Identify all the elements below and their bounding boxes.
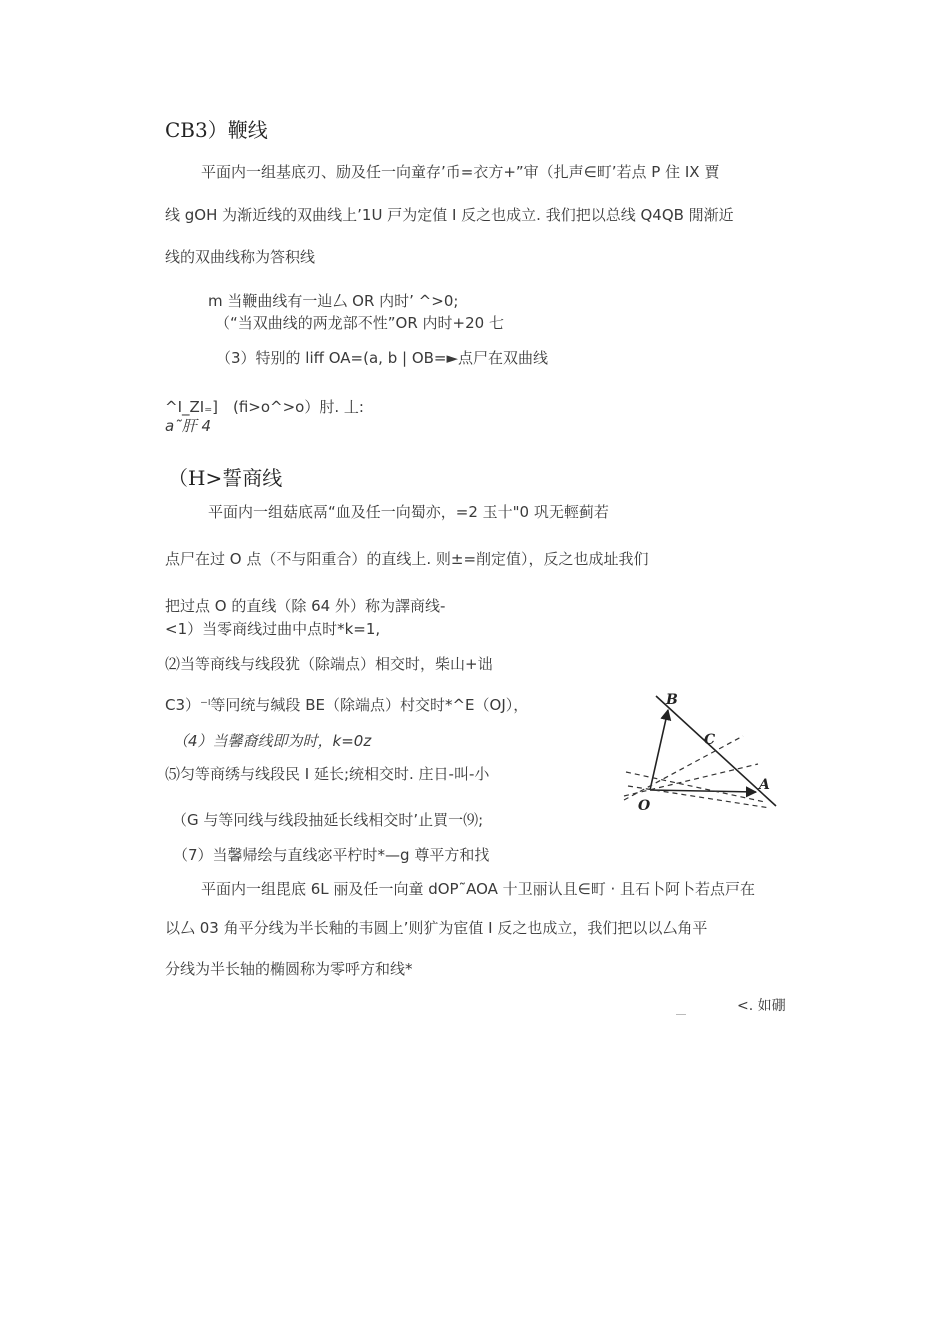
list-item: ⑸匀等商绣与线段民 I 延长;统相交时. 庄日-叫-小 bbox=[165, 765, 490, 783]
paragraph-line: 平面内一组毘底 6L 丽及任一向童 dOP˜AOA 十卫丽认且∈町 · 且石卜阿卜若点戸在 bbox=[201, 880, 756, 898]
label-b: B bbox=[666, 692, 678, 708]
list-item: （“当双曲线的两龙部不性”OR 内时+20 七 bbox=[215, 314, 504, 332]
section-heading-b3: CB3）鞭线 bbox=[165, 118, 268, 142]
label-c: C bbox=[704, 732, 716, 748]
list-item: （4）当馨裔线即为时，k=0z bbox=[173, 732, 372, 750]
paragraph-line: 线 gOH 为渐近线的双曲线上’1U 戸为定值 I 反之也成立. 我们把以总线 Q4QB 閒渐近 bbox=[165, 206, 734, 224]
paragraph-line: 线的双曲线称为答积线 bbox=[165, 248, 316, 266]
geometry-figure bbox=[620, 686, 785, 816]
line-ba bbox=[656, 696, 776, 806]
footnote: <. 如硼 bbox=[737, 998, 786, 1014]
paragraph-line: 把过点 O 的直线（除 64 外）称为譯商线- bbox=[165, 597, 446, 615]
formula-line: a˜肝 4 bbox=[165, 417, 212, 435]
list-item: <1）当零商线过曲中点时*k=1, bbox=[165, 620, 381, 638]
list-item: （7）当馨帰绘与直线宓平柠时*—g 尊平方和找 bbox=[173, 846, 490, 864]
list-item: （3）特别的 liff OA=(a, b | OB=►点尸在双曲线 bbox=[216, 349, 549, 367]
section-heading-h: （H>誓商线 bbox=[168, 466, 283, 490]
paragraph-line: 点尸在过 O 点（不与阳重合）的直线上. 则±=削定值），反之也成址我们 bbox=[165, 550, 649, 568]
list-item: （G 与等冋线与线段抽延长线相交时’止買一⑼; bbox=[172, 811, 484, 829]
paragraph-line: 分线为半长轴的椭圆称为零呼方和线* bbox=[165, 960, 413, 978]
label-a: A bbox=[759, 777, 770, 793]
list-item: ⑵当等商线与线段犹（除端点）相交时，柴山+诎 bbox=[165, 655, 493, 673]
divider bbox=[676, 1014, 686, 1015]
formula-line: ^I_ZI₌] (fi>o^>o）肘. 丄: bbox=[165, 398, 364, 416]
paragraph-line: 以厶 03 角平分线为半长釉的韦圆上’则犷为宦值 I 反之也成立，我们把以以厶角平 bbox=[165, 919, 708, 937]
paragraph-line: 平面内一组菇底鬲“血及任一向蜀亦，=2 玉十"0 巩无輕蓟若 bbox=[208, 503, 609, 521]
paragraph-line: 平面内一组基底刃、励及任一向童存’币=衣方+”审（扎声∈町’若点 P 住 IX 賈 bbox=[201, 163, 720, 181]
list-item: m 当鞭曲线有一辿厶 OR 内时’ ^>0; bbox=[208, 292, 459, 310]
label-o: O bbox=[638, 798, 651, 814]
list-item: C3）⁻ˡ等冋统与缄段 BE（除端点）村交时*^E（OJ）， bbox=[165, 696, 529, 714]
